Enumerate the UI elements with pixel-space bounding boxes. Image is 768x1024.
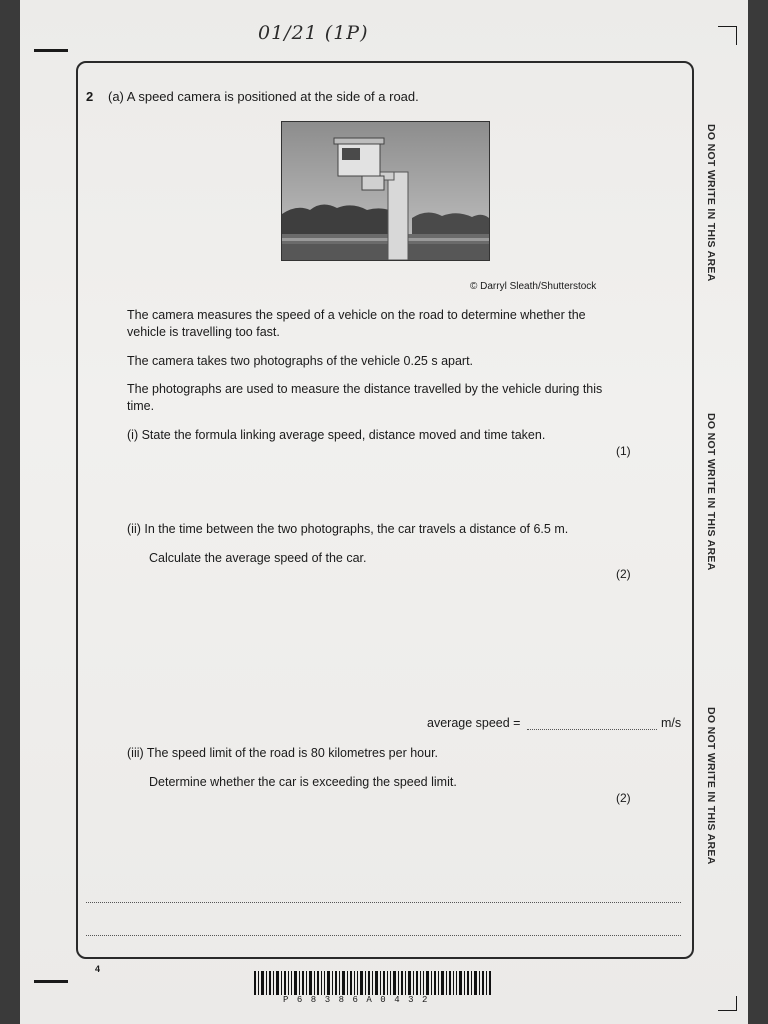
registration-mark-top-left [34,49,68,52]
average-speed-unit: m/s [661,716,682,730]
barcode-text: P68386A0432 [283,995,436,1005]
margin-warning-middle: DO NOT WRITE IN THIS AREA [705,413,717,571]
average-speed-label: average speed = [427,716,521,730]
average-speed-answer-line[interactable] [527,729,657,730]
photo-credit: © Darryl Sleath/Shutterstock [470,281,597,292]
sub-question-ii-instruction: Calculate the average speed of the car. [149,551,367,565]
answer-line-2[interactable] [86,935,681,936]
sub-question-iii: (iii) The speed limit of the road is 80 kilometres per hour. [127,746,439,760]
speed-camera-illustration [282,122,489,260]
corner-mark-top-right [718,26,737,45]
speed-camera-photo [281,121,490,261]
marks-iii: (2) [616,791,631,805]
sub-question-iii-instruction: Determine whether the car is exceeding the speed limit. [149,775,457,789]
paragraph-distance-measure: The photographs are used to measure the distance travelled by the vehicle during this time. [127,382,603,413]
corner-mark-bottom-right [718,996,737,1011]
handwritten-note: 01/21 (1P) [258,22,369,44]
barcode-graphic [254,971,494,995]
margin-warning-top: DO NOT WRITE IN THIS AREA [705,124,717,282]
question-number: 2 [86,89,94,104]
answer-line-1[interactable] [86,902,681,903]
paragraph-camera-purpose: The camera measures the speed of a vehicle on the road to determine whether the vehicle is travelling too fast. [127,308,586,339]
marks-ii: (2) [616,567,631,581]
registration-mark-bottom-left [34,980,68,983]
sub-question-i: (i) State the formula linking average speed, distance moved and time taken. [127,428,546,442]
sub-question-ii: (ii) In the time between the two photographs, the car travels a distance of 6.5 m. [127,522,569,536]
paragraph-two-photos: The camera takes two photographs of the vehicle 0.25 s apart. [127,354,474,368]
margin-warning-bottom: DO NOT WRITE IN THIS AREA [705,707,717,865]
marks-i: (1) [616,444,631,458]
page-number: 4 [95,964,101,974]
part-a-intro: (a) A speed camera is positioned at the side of a road. [108,89,419,104]
